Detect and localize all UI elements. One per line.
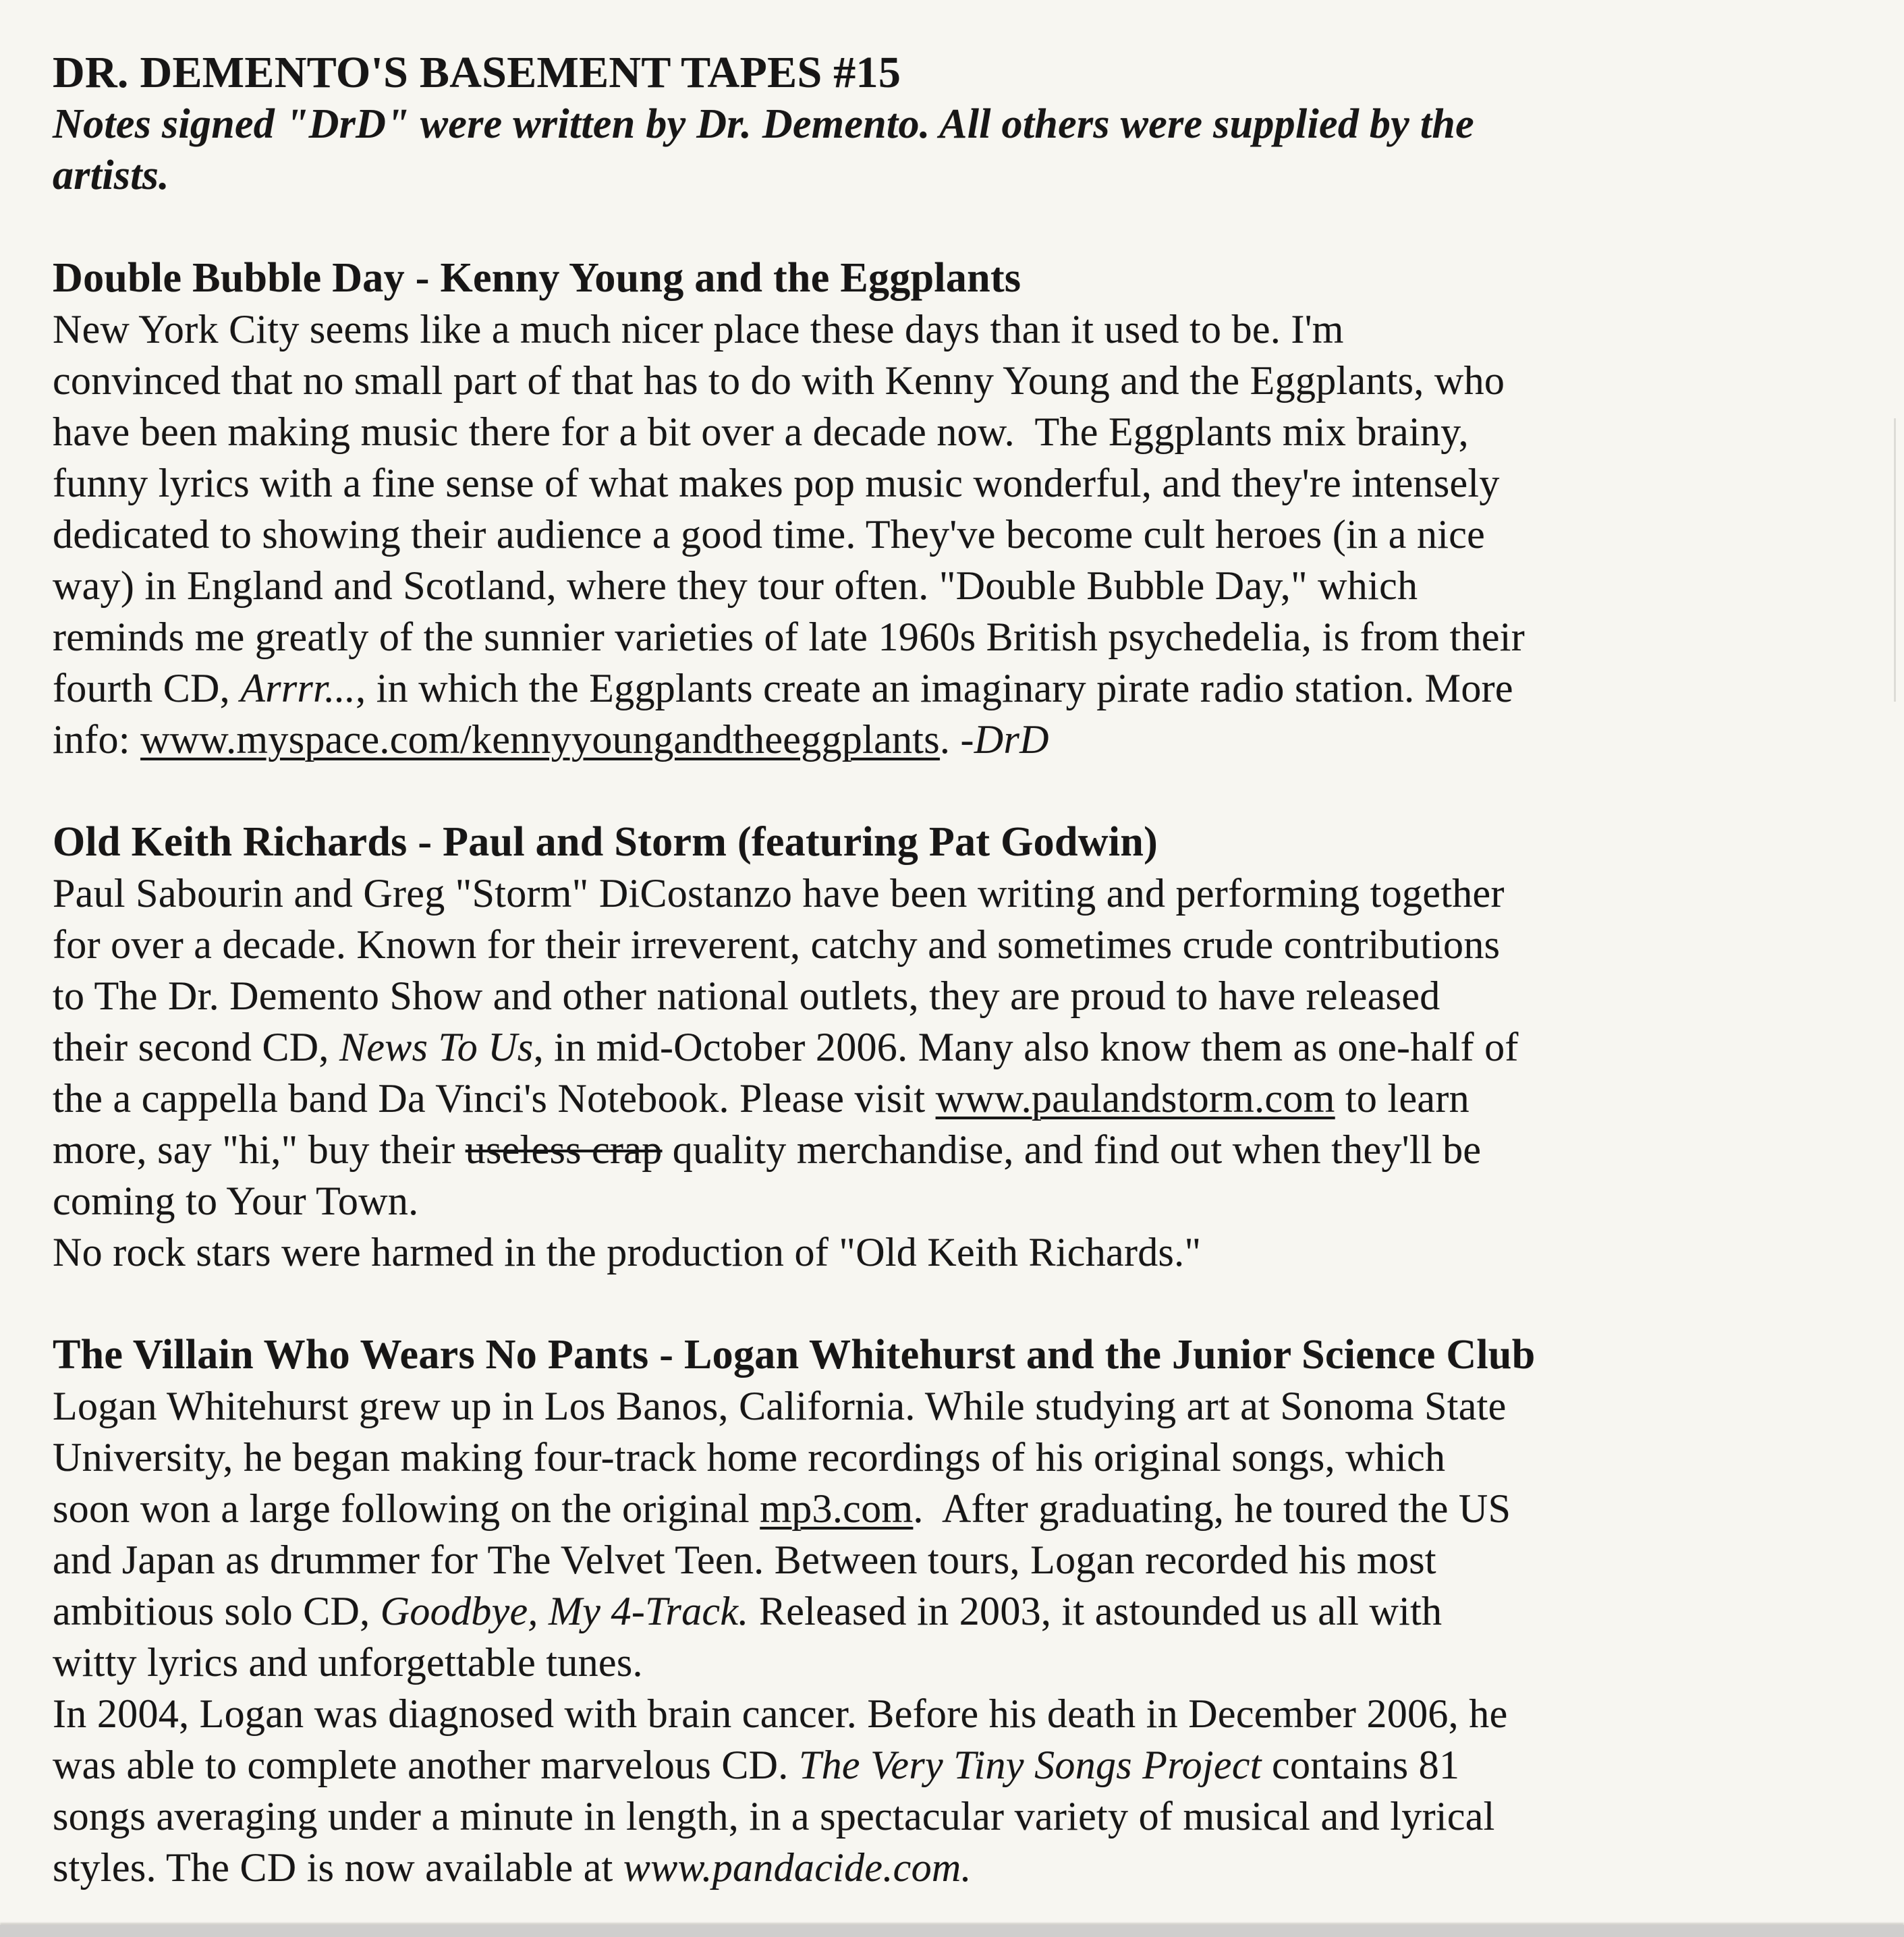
text-run: soon won a large following on the original — [53, 1486, 760, 1531]
text-run: dedicated to showing their audience a good time. They've become cult heroes (in a nice — [53, 512, 1486, 557]
text-run: witty lyrics and unforgettable tunes. — [53, 1640, 643, 1685]
bold-italic-text: artists. — [53, 152, 169, 198]
italic-text: The Very Tiny Songs Project — [798, 1743, 1262, 1787]
text-run: University, he began making four-track home recordings of his original songs, which — [53, 1435, 1446, 1480]
text-run: styles. The CD is now available at — [53, 1845, 623, 1890]
text-line — [53, 1380, 1885, 1432]
text-line — [53, 868, 1885, 919]
text-line — [53, 1227, 1885, 1278]
text-run: Paul Sabourin and Greg "Storm" DiCostanzo have been writing and performing together — [53, 871, 1505, 916]
text-run: In 2004, Logan was diagnosed with brain cancer. Before his death in December 2006, he — [53, 1691, 1508, 1736]
text-line — [53, 1739, 1885, 1791]
text-run: to The Dr. Demento Show and other national outlets, they are proud to have released — [53, 974, 1440, 1018]
italic-text: www.pandacide.com. — [623, 1845, 972, 1890]
text-run: the a cappella band Da Vinci's Notebook. Please visit — [53, 1076, 936, 1121]
italic-text: News To Us — [339, 1025, 534, 1069]
text-run: songs averaging under a minute in length, in a spectacular variety of musical and lyrical — [53, 1794, 1495, 1838]
text-run: to learn — [1335, 1076, 1469, 1121]
text-run: and Japan as drummer for The Velvet Teen. Between tours, Logan recorded his most — [53, 1538, 1436, 1582]
text-line — [53, 1124, 1885, 1175]
text-line — [53, 1791, 1885, 1842]
text-line — [53, 611, 1885, 663]
text-run: their second CD, — [53, 1025, 340, 1069]
section-heading — [53, 816, 1885, 868]
text-line — [53, 1432, 1885, 1483]
text-run: Logan Whitehurst grew up in Los Banos, California. While studying art at Sonoma State — [53, 1384, 1507, 1428]
underlined-url-text: www.myspace.com/kennyyoungandtheeggplants — [140, 717, 940, 762]
text-run: reminds me greatly of the sunnier varieties of late 1960s British psychedelia, is from their — [53, 615, 1525, 659]
text-run: coming to Your Town. — [53, 1179, 419, 1223]
text-line — [53, 714, 1885, 765]
subtitle-line — [53, 99, 1885, 150]
text-line — [53, 355, 1885, 406]
text-line — [53, 457, 1885, 509]
text-run: fourth CD, — [53, 666, 241, 710]
text-run: . — [939, 717, 961, 762]
text-run: New York City seems like a much nicer place these days than it used to be. I'm — [53, 307, 1344, 352]
italic-text: Arrrr... — [240, 666, 356, 710]
text-run: Released in 2003, it astounded us all with — [748, 1589, 1443, 1633]
bold-text: DR. DEMENTO'S BASEMENT TAPES #15 — [53, 48, 901, 97]
text-run: funny lyrics with a fine sense of what makes pop music wonderful, and they're intensely — [53, 461, 1500, 505]
text-run: more, say "hi," buy their — [53, 1127, 466, 1172]
underlined-url-text: mp3.com — [760, 1486, 914, 1531]
text-line — [53, 919, 1885, 970]
text-run: way) in England and Scotland, where they tour often. "Double Bubble Day," which — [53, 563, 1418, 608]
section-heading — [53, 252, 1885, 304]
text-run: was able to complete another marvelous CD. — [53, 1743, 799, 1787]
section-old-keith-richards — [53, 816, 1885, 1278]
scan-edge-right-artifact — [1894, 418, 1896, 702]
text-run: , in which the Eggplants create an imaginary pirate radio station. More — [356, 666, 1513, 710]
text-run: contains 81 — [1261, 1743, 1460, 1787]
text-line — [53, 1483, 1885, 1534]
italic-text: Goodbye, My 4-Track. — [380, 1589, 749, 1633]
text-line — [53, 406, 1885, 457]
text-run: for over a decade. Known for their irreverent, catchy and sometimes crude contributions — [53, 922, 1501, 967]
text-line — [53, 560, 1885, 611]
text-line — [53, 1175, 1885, 1227]
text-line — [53, 1688, 1885, 1739]
text-line — [53, 1842, 1885, 1893]
text-run: . After graduating, he toured the US — [913, 1486, 1511, 1531]
text-line — [53, 509, 1885, 560]
text-line — [53, 1585, 1885, 1637]
section-heading — [53, 1329, 1885, 1380]
text-line — [53, 1021, 1885, 1073]
bold-text: Double Bubble Day - Kenny Young and the Eggplants — [53, 255, 1021, 301]
bold-italic-text: Notes signed "DrD" were written by Dr. Demento. All others were supplied by the — [53, 101, 1474, 147]
header — [53, 47, 1885, 201]
text-run: , in mid-October 2006. Many also know them as one-half of — [533, 1025, 1519, 1069]
liner-notes-document — [53, 47, 1885, 1893]
section-double-bubble-day — [53, 252, 1885, 765]
strikethrough-text: useless crap — [465, 1127, 663, 1172]
subtitle-line — [53, 150, 1885, 201]
text-run: have been making music there for a bit over a decade now. The Eggplants mix brainy, — [53, 410, 1469, 454]
underlined-url-text: www.paulandstorm.com — [935, 1076, 1335, 1121]
page-title — [53, 47, 1885, 99]
text-line — [53, 1637, 1885, 1688]
text-line — [53, 1534, 1885, 1585]
text-line — [53, 663, 1885, 714]
italic-text: -DrD — [960, 717, 1049, 762]
text-line — [53, 304, 1885, 355]
scan-edge-bottom-artifact — [0, 1925, 1904, 1937]
bold-text: Old Keith Richards - Paul and Storm (featuring Pat Godwin) — [53, 819, 1158, 865]
text-line — [53, 1073, 1885, 1124]
text-line — [53, 970, 1885, 1021]
bold-text: The Villain Who Wears No Pants - Logan Whitehurst and the Junior Science Club — [53, 1332, 1536, 1378]
text-run: quality merchandise, and find out when they'll be — [662, 1127, 1482, 1172]
text-run: info: — [53, 717, 141, 762]
text-run: ambitious solo CD, — [53, 1589, 381, 1633]
text-run: convinced that no small part of that has to do with Kenny Young and the Eggplants, who — [53, 358, 1505, 403]
section-the-villain-who-wears-no-pants — [53, 1329, 1885, 1893]
text-run: No rock stars were harmed in the production of "Old Keith Richards." — [53, 1230, 1202, 1274]
